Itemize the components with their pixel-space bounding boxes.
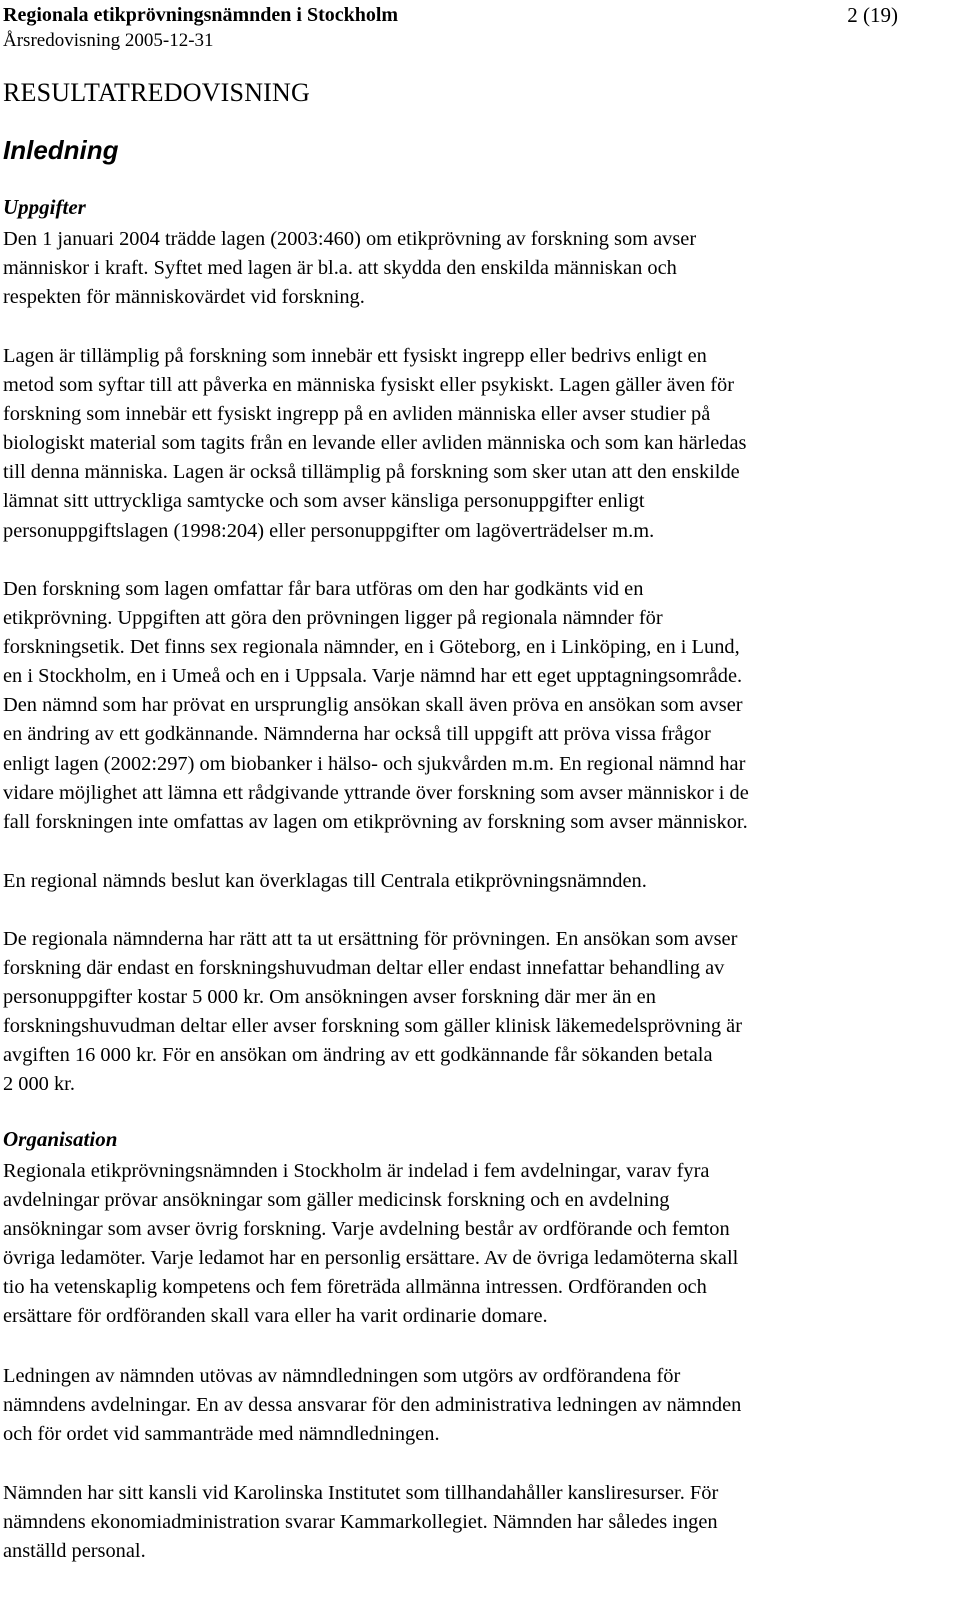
paragraph-organisation-3 [3, 1479, 931, 1566]
paragraph-uppgifter-4 [3, 867, 931, 896]
text-line: metod som syftar till att påverka en människa fysiskt eller psykiskt. Lagen gäller även för [3, 374, 735, 397]
text-line: respekten för människovärdet vid forskning. [3, 286, 365, 309]
section-heading-inledning: Inledning [3, 135, 119, 165]
paragraph-organisation-2 [3, 1362, 931, 1449]
text-line: etikprövning. Uppgiften att göra den prövningen ligger på regionala nämnder för [3, 607, 663, 630]
text-line: De regionala nämnderna har rätt att ta ut ersättning för prövningen. En ansökan som avser [3, 928, 738, 950]
text-line: Lagen är tillämplig på forskning som innebär ett fysiskt ingrepp eller bedrivs enligt en [3, 345, 707, 367]
header-report-date: Årsredovisning 2005-12-31 [3, 30, 214, 51]
text-line: En regional nämnds beslut kan överklagas till Centrala etikprövningsnämnden. [3, 870, 647, 892]
text-line: personuppgiftslagen (1998:204) eller personuppgifter om lagöverträdelser m.m. [3, 519, 655, 542]
page-header [3, 2, 960, 28]
paragraph-organisation-1 [3, 1157, 931, 1332]
text-line: ansökningar som avser övrig forskning. Varje avdelning består av ordförande och femton [3, 1218, 730, 1241]
text-line: människor i kraft. Syftet med lagen är bl.a. att skydda den enskilda människan och [3, 257, 677, 280]
text-line: Den forskning som lagen omfattar får bara utföras om den har godkänts vid en [3, 578, 644, 600]
text-line: Den nämnd som har prövat en ursprunglig ansökan skall även pröva en ansökan som avser [3, 694, 743, 717]
text-line: Ledningen av nämnden utövas av nämndledningen som utgörs av ordförandena för [3, 1365, 681, 1387]
text-line: övriga ledamöter. Varje ledamot har en personlig ersättare. Av de övriga ledamöterna skall [3, 1247, 739, 1270]
text-line: nämndens ekonomiadministration svarar Kammarkollegiet. Nämnden har således ingen [3, 1511, 718, 1534]
header-page-number: 2 (19) [847, 3, 898, 27]
text-line: enligt lagen (2002:297) om biobanker i hälso- och sjukvården m.m. En regional nämnd har [3, 752, 746, 775]
text-line: biologiskt material som tagits från en levande eller avliden människa och som kan härledas [3, 432, 747, 455]
text-line: en i Stockholm, en i Umeå och en i Uppsala. Varje nämnd har ett eget upptagningsområde. [3, 665, 743, 688]
text-line: tio ha vetenskaplig kompetens och fem företräda allmänna intressen. Ordföranden och [3, 1276, 707, 1299]
text-line: anställd personal. [3, 1540, 146, 1563]
text-line: ersättare för ordföranden skall vara eller ha varit ordinarie domare. [3, 1305, 548, 1328]
text-line: avdelningar prövar ansökningar som gäller medicinsk forskning och en avdelning [3, 1189, 670, 1212]
text-line: en ändring av ett godkännande. Nämnderna har också till uppgift att pröva vissa frågor [3, 723, 711, 746]
text-line: fall forskningen inte omfattas av lagen om etikprövning av forskning som avser människor. [3, 810, 748, 833]
text-line: och för ordet vid sammanträde med nämndledningen. [3, 1423, 440, 1446]
paragraph-uppgifter-3 [3, 575, 931, 837]
subsection-heading-organisation: Organisation [3, 1127, 118, 1151]
paragraph-uppgifter-5 [3, 925, 931, 1100]
text-line: Regionala etikprövningsnämnden i Stockholm är indelad i fem avdelningar, varav fyra [3, 1160, 710, 1182]
text-line: 2 000 kr. [3, 1073, 75, 1096]
text-line: avgiften 16 000 kr. För en ansökan om ändring av ett godkännande får sökanden betala [3, 1044, 713, 1067]
text-line: Nämnden har sitt kansli vid Karolinska Institutet som tillhandahåller kansliresurser. För [3, 1482, 719, 1504]
text-line: lämnat sitt uttryckliga samtycke och som avser känsliga personuppgifter enligt [3, 490, 645, 513]
text-line: forskningshuvudman deltar eller avser forskning som gäller klinisk läkemedelsprövning är [3, 1015, 742, 1038]
text-line: forskning där endast en forskningshuvudman deltar eller endast innefattar behandling av [3, 957, 725, 980]
paragraph-uppgifter-2 [3, 342, 931, 546]
text-line: personuppgifter kostar 5 000 kr. Om ansökningen avser forskning där mer än en [3, 986, 656, 1009]
text-line: nämndens avdelningar. En av dessa ansvarar för den administrativa ledningen av nämnden [3, 1394, 742, 1417]
text-line: vidare möjlighet att lämna ett rådgivande yttrande över forskning som avser människor i de [3, 781, 749, 804]
page-title: RESULTATREDOVISNING [3, 78, 310, 107]
subsection-heading-uppgifter: Uppgifter [3, 195, 86, 219]
text-line: Den 1 januari 2004 trädde lagen (2003:460) om etikprövning av forskning som avser [3, 228, 697, 250]
text-line: till denna människa. Lagen är också tillämplig på forskning som sker utan att den enskilde [3, 461, 740, 484]
paragraph-uppgifter-1 [3, 225, 931, 312]
text-line: forskningsetik. Det finns sex regionala nämnder, en i Göteborg, en i Linköping, en i Lund, [3, 636, 740, 659]
text-line: forskning som innebär ett fysiskt ingrepp på en avliden människa eller avser studier på [3, 403, 711, 426]
header-organization: Regionala etikprövningsnämnden i Stockholm [3, 4, 399, 26]
